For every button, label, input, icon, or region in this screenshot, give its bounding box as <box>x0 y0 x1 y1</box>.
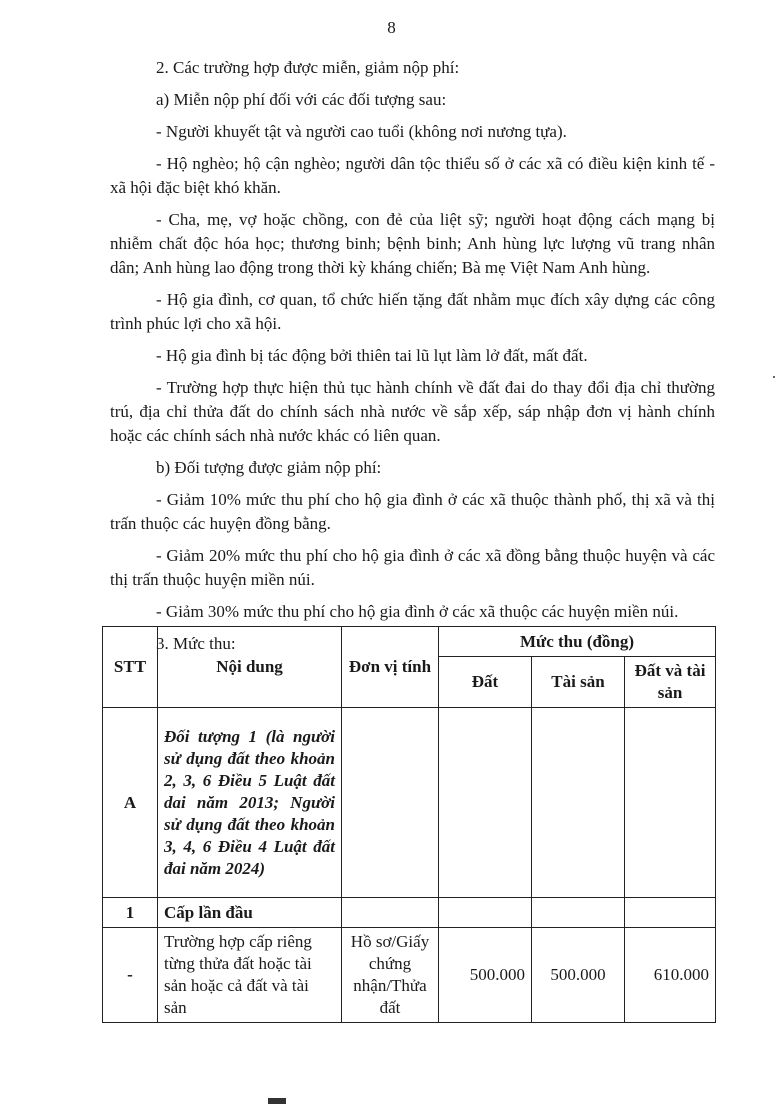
exempt-item: - Trường hợp thực hiện thủ tục hành chính về đất đai do thay đổi địa chỉ thường trú, địa chỉ thửa đất do chính sách nhà nước về sắp xếp, sáp nhập đơn vị hành chính hoặc các chính sách nhà nước khác có liên quan. <box>110 378 715 445</box>
cell-unit <box>342 898 439 928</box>
cell-land-asset <box>625 708 716 898</box>
cell-asset <box>532 708 625 898</box>
cell-content: Đối tượng 1 (là người sử dụng đất theo khoản 2, 3, 6 Điều 5 Luật đất dai năm 2013; Người sử dụng đất theo khoản 3, 4, 6 Điều 4 Luật đất đai năm 2024) <box>158 708 342 898</box>
header-unit: Đơn vị tính <box>342 627 439 708</box>
cell-land <box>439 708 532 898</box>
reduction-item: - Giảm 10% mức thu phí cho hộ gia đình ở các xã thuộc thành phố, thị xã và thị trấn thuộc các huyện đồng bằng. <box>110 490 715 533</box>
table-row <box>103 928 716 1023</box>
table-row <box>103 898 716 928</box>
cell-content: Cấp lần đầu <box>158 898 342 928</box>
exempt-item: - Hộ gia đình bị tác động bởi thiên tai lũ lụt làm lở đất, mất đất. <box>156 346 588 365</box>
exempt-item: - Hộ gia đình, cơ quan, tổ chức hiến tặng đất nhằm mục đích xây dựng các công trình phúc lợi cho xã hội. <box>110 290 715 333</box>
cell-land <box>439 898 532 928</box>
cell-asset: 500.000 <box>532 928 625 1023</box>
cell-stt: - <box>103 928 158 1023</box>
cell-unit <box>342 708 439 898</box>
page-number: 8 <box>387 18 396 37</box>
header-asset: Tài sản <box>532 657 625 708</box>
scan-artifact <box>773 376 775 378</box>
table-row <box>103 708 716 898</box>
header-fee-group: Mức thu (đồng) <box>439 627 716 657</box>
header-land-asset: Đất và tài sản <box>625 657 716 708</box>
scan-artifact <box>268 1098 286 1104</box>
cell-asset <box>532 898 625 928</box>
cell-land: 500.000 <box>439 928 532 1023</box>
header-stt: STT <box>103 627 158 708</box>
cell-unit: Hồ sơ/Giấy chứng nhận/Thửa đất <box>342 928 439 1023</box>
cell-land-asset <box>625 898 716 928</box>
subsection-heading-reduced: b) Đối tượng được giảm nộp phí: <box>156 458 382 477</box>
header-land: Đất <box>439 657 532 708</box>
cell-stt: A <box>103 708 158 898</box>
reduction-item: - Giảm 30% mức thu phí cho hộ gia đình ở các xã thuộc các huyện miền núi. <box>156 602 679 621</box>
document-body <box>110 56 715 656</box>
subsection-heading-exempt: a) Miễn nộp phí đối với các đối tượng sau: <box>156 90 447 109</box>
cell-content: Trường hợp cấp riêng từng thửa đất hoặc tài sản hoặc cả đất và tài sản <box>158 928 342 1023</box>
section-heading-fee-rates: 3. Mức thu: <box>156 634 236 653</box>
reduction-item: - Giảm 20% mức thu phí cho hộ gia đình ở các xã đồng bằng thuộc huyện và các thị trấn thuộc huyện miền núi. <box>110 546 715 589</box>
exempt-item: - Người khuyết tật và người cao tuổi (không nơi nương tựa). <box>156 122 567 141</box>
exempt-item: - Cha, mẹ, vợ hoặc chồng, con đẻ của liệt sỹ; người hoạt động cách mạng bị nhiễm chất độc hóa học; thương binh; bệnh binh; Anh hùng lực lượng vũ trang nhân dân; Anh hùng lao động trong thời kỳ kháng chiến; Bà mẹ Việt Nam Anh hùng. <box>110 210 715 277</box>
section-heading-exemptions: 2. Các trường hợp được miễn, giảm nộp phí: <box>156 58 460 77</box>
header-content: Nội dung <box>158 627 342 708</box>
exempt-item: - Hộ nghèo; hộ cận nghèo; người dân tộc thiểu số ở các xã có điều kiện kinh tế - xã hội đặc biệt khó khăn. <box>110 154 715 197</box>
cell-stt: 1 <box>103 898 158 928</box>
cell-land-asset: 610.000 <box>625 928 716 1023</box>
fee-table <box>102 626 716 1023</box>
